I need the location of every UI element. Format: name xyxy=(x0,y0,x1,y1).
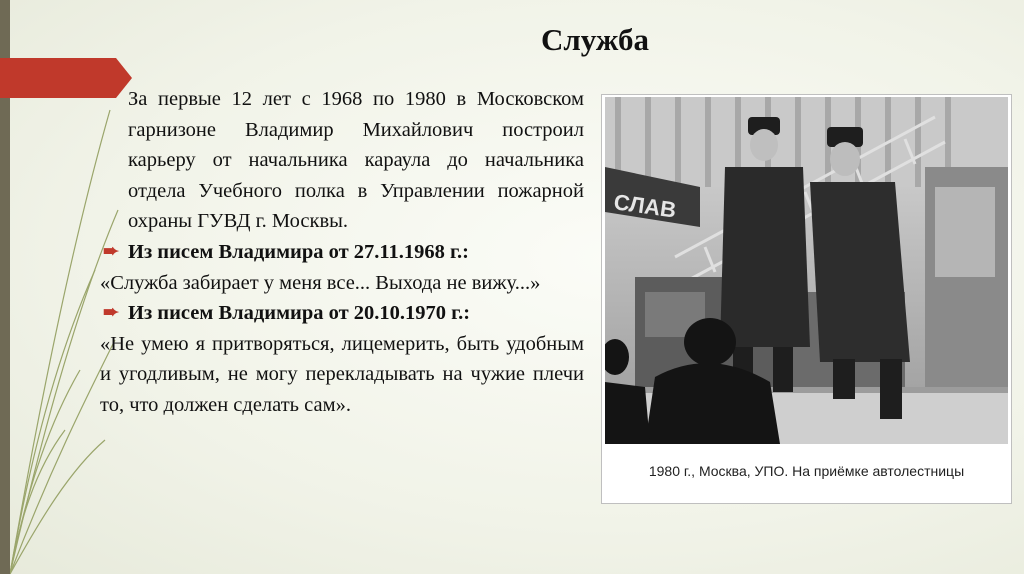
letter-heading-2 xyxy=(100,298,584,329)
photo-sign-text: СЛАВ xyxy=(612,189,678,223)
letter-heading-1-text: Из писем Владимира от 27.11.1968 г.: xyxy=(128,240,469,263)
letter-heading-1 xyxy=(100,237,584,268)
photo-illustration xyxy=(605,97,1008,444)
historical-photo xyxy=(605,97,1008,444)
letter-quote-1: «Служба забирает у меня все... Выхода не вижу...» xyxy=(100,271,541,294)
arrow-bullet-icon: ➨ xyxy=(103,302,119,324)
slide-text-block xyxy=(100,84,584,421)
arrow-bullet-icon: ➨ xyxy=(103,240,119,262)
letter-heading-2-text: Из писем Владимира от 20.10.1970 г.: xyxy=(128,302,471,325)
photo-caption: 1980 г., Москва, УПО. На приёмке автолестницы xyxy=(648,463,965,479)
intro-paragraph: За первые 12 лет с 1968 по 1980 в Московском гарнизоне Владимир Михайлович построил карьеру от начальника караула до начальника отдела Учебного полка в Управлении пожарной охраны ГУВД г. Москвы. xyxy=(128,88,584,233)
letter-quote-2: «Не умею я притворяться, лицемерить, быть удобным и угодливым, не могу перекладывать на чужие плечи то, что должен сделать сам». xyxy=(100,332,584,416)
photo-card xyxy=(601,94,1012,504)
slide-title: Служба xyxy=(541,22,649,57)
